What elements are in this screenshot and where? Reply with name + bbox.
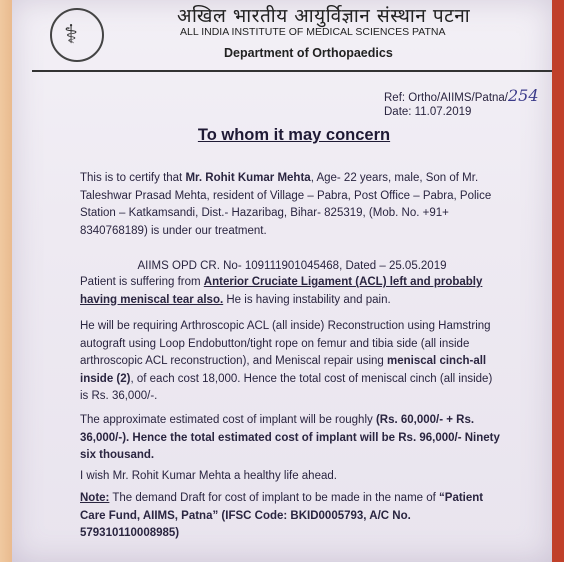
wish-line: I wish Mr. Rohit Kumar Mehta a healthy life ahead.: [80, 470, 337, 482]
opd-line: AIIMS OPD CR. No- 109111901045468, Dated – 25.05.2019: [137, 260, 447, 272]
document-paper: [12, 0, 552, 562]
reference-line: [384, 86, 539, 105]
institute-name: ALL INDIA INSTITUTE OF MEDICAL SCIENCES PATNA: [180, 26, 446, 38]
department-name: Department of Orthopaedics: [224, 46, 393, 60]
cost-paragraph: [80, 412, 500, 465]
procedure-paragraph: [80, 318, 500, 406]
note-paragraph: [80, 490, 500, 543]
diagnosis: Anterior Cruciate Ligament (ACL) left and probably having meniscal tear also.: [80, 276, 483, 306]
date-line: Date: 11.07.2019: [384, 106, 472, 118]
letter-heading: To whom it may concern: [197, 126, 391, 144]
p4-text: He will be requiring Arthroscopic ACL (all inside) Reconstruction using Hamstring autograft using Loop Endobutton/tight rope on femur and tibia side (all inside arthroscopic ACL reconstruction), and Meniscal repair using: [80, 320, 491, 367]
header-divider: [32, 70, 562, 72]
p3-intro: Patient is suffering from: [80, 276, 204, 288]
p1-rest: , Age- 22 years, male, Son of Mr. Taleshwar Prasad Mehta, resident of Village – Pabra, Post Office – Pabra, Police Station – Katkamsandi, Dist.- Hazaribag, Bihar- 825319, (Mob. No. +91+ 8340768189) is under our treatment.: [80, 172, 492, 237]
note-text: The demand Draft for cost of implant to be made in the name of: [109, 492, 440, 504]
p5-text: The approximate estimated cost of implant will be roughly: [80, 414, 376, 426]
aiims-logo: [50, 8, 104, 62]
ref-number: 254: [508, 86, 539, 105]
background-edge: [552, 0, 564, 562]
p3-rest: He is having instability and pain.: [223, 293, 391, 306]
p4-rest: , of each cost 18,000. Hence the total cost of meniscal cinch (all inside) is Rs. 36,000/-.: [80, 372, 493, 402]
note-bold: “Patient Care Fund, AIIMS, Patna” (IFSC Code: BKID0005793, A/C No. 579310110008985): [80, 492, 484, 539]
certification-paragraph: [80, 170, 500, 240]
ref-label: Ref: Ortho/AIIMS/Patna/: [384, 92, 508, 104]
p4-bold: meniscal cinch-all inside (2): [80, 355, 487, 385]
p1-intro: This is to certify that: [80, 172, 186, 184]
diagnosis-paragraph: [80, 274, 500, 309]
note-label: Note:: [80, 492, 110, 504]
p5-bold: (Rs. 60,000/- + Rs. 36,000/-). Hence the total estimated cost of implant will be Rs. 96,000/- Ninety six thousand.: [80, 414, 500, 461]
patient-name: Mr. Rohit Kumar Mehta: [185, 172, 311, 184]
hindi-institute-name: अखिल भारतीय आयुर्विज्ञान संस्थान पटना: [177, 5, 471, 27]
caduceus-icon: ⚕: [64, 20, 79, 50]
